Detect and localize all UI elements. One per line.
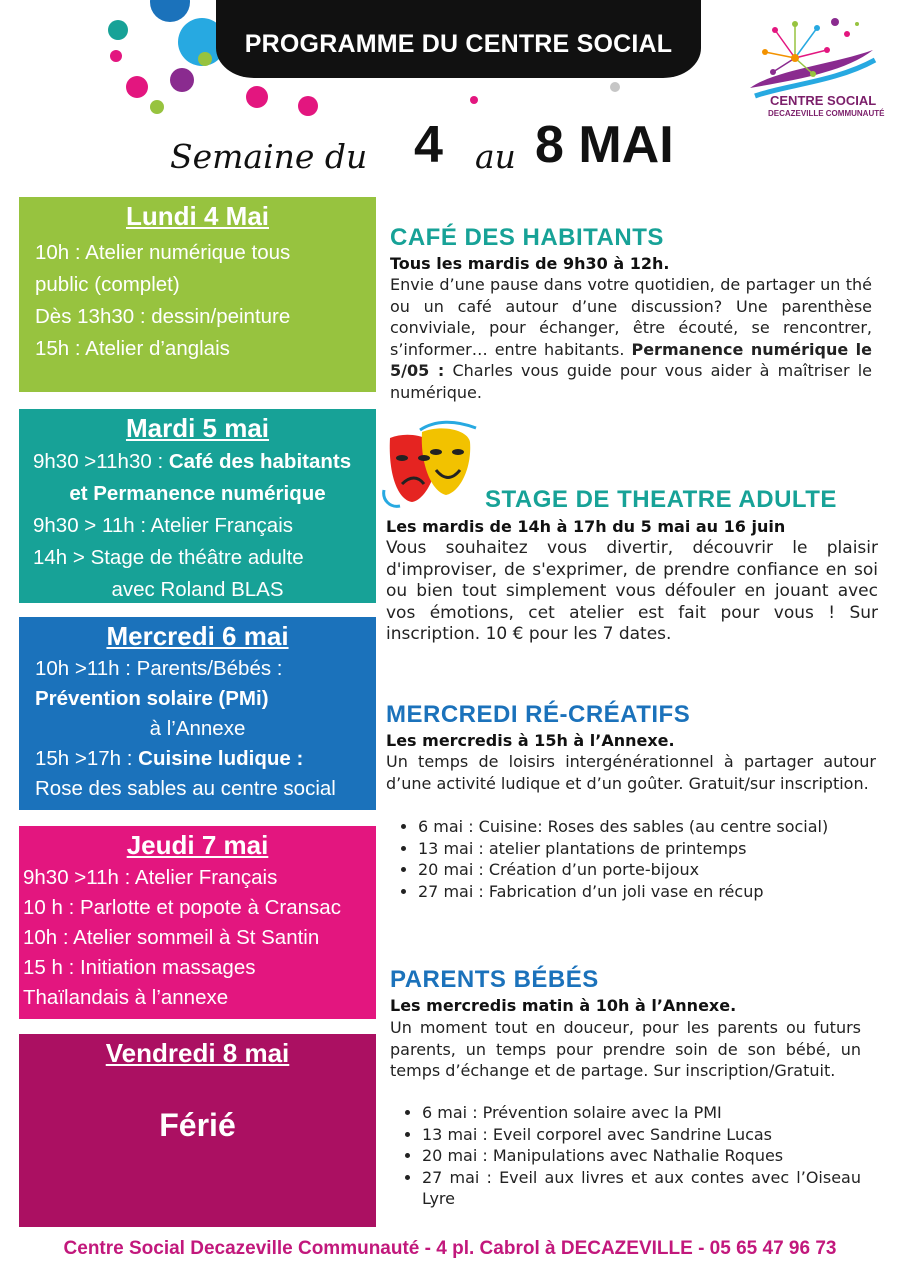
week-start-day: 4 xyxy=(414,116,443,174)
cafe-text: Envie d’une pause dans votre quotidien, de partager un thé ou un café autour d’une discussion? Une parenthèse conviviale, pour échanger, être écouté, se rencontrer, s’informer… entre habitants. xyxy=(390,275,872,359)
mercredi-schedule: Les mercredis à 15h à l’Annexe. xyxy=(386,731,675,750)
week-end-day: 8 MAI xyxy=(535,116,674,174)
list-item: • 6 mai : Cuisine: Roses des sables (au centre social) xyxy=(418,816,876,838)
day-line: avec Roland BLAS xyxy=(111,578,284,601)
logo-line-2: DECAZEVILLE COMMUNAUTÉ xyxy=(768,109,885,118)
list-item: • 27 mai : Eveil aux livres et aux contes avec l’Oiseau Lyre xyxy=(422,1167,861,1210)
cafe-permanence-label: Permanence numérique le 5/05 : xyxy=(390,339,873,380)
mercredi-list xyxy=(386,816,876,902)
week-heading xyxy=(170,115,730,185)
day-title: Mardi 5 mai xyxy=(125,413,270,443)
theatre-masks-icon xyxy=(380,420,480,515)
list-item: • 20 mai : Création d’un porte-bijoux xyxy=(418,859,876,881)
day-line: Dès 13h30 : dessin/peinture xyxy=(35,305,291,328)
day-line: Rose des sables au centre social xyxy=(35,777,336,800)
title-banner xyxy=(216,0,701,78)
week-prefix: Semaine du xyxy=(170,137,368,176)
list-item: • 13 mai : atelier plantations de printemps xyxy=(418,838,876,860)
mercredi-title: MERCREDI RÉ-CRÉATIFS xyxy=(386,701,691,728)
day-line-bold: Prévention solaire (PMi) xyxy=(35,687,269,710)
cafe-description xyxy=(390,274,872,403)
logo-line-1: CENTRE SOCIAL xyxy=(770,93,877,108)
day-line: Thaïlandais à l’annexe xyxy=(23,986,229,1009)
day-title: Lundi 4 Mai xyxy=(126,201,269,231)
day-line: 10h : Atelier sommeil à St Santin xyxy=(23,926,320,949)
day-line-bold: Cuisine ludique : xyxy=(138,747,304,770)
list-item: • 13 mai : Eveil corporel avec Sandrine Lucas xyxy=(422,1124,861,1146)
day-line: 10 h : Parlotte et popote à Cransac xyxy=(23,896,341,919)
day-line: 14h > Stage de théâtre adulte xyxy=(33,546,304,569)
day-line: 10h >11h : Parents/Bébés : xyxy=(35,657,283,680)
day-line: à l’Annexe xyxy=(149,717,246,740)
parents-schedule: Les mercredis matin à 10h à l’Annexe. xyxy=(390,996,737,1015)
day-box-wednesday xyxy=(19,617,376,810)
parents-description: Un moment tout en douceur, pour les parents ou futurs parents, un temps pour prendre soin de son bébé, un temps d’échange et de partage. Sur inscription/Gratuit. xyxy=(390,1018,861,1080)
day-line: 15h >17h : xyxy=(35,747,139,770)
day-line: 10h : Atelier numérique tous xyxy=(35,241,291,264)
day-line: 9h30 >11h : Atelier Français xyxy=(23,866,278,889)
theatre-title: STAGE DE THEATRE ADULTE xyxy=(485,486,837,513)
list-item: • 6 mai : Prévention solaire avec la PMI xyxy=(422,1102,861,1124)
cafe-permanence-text: Charles vous guide pour vous aider à maîtriser le numérique. xyxy=(390,361,872,402)
day-line: 9h30 >11h30 : xyxy=(33,450,169,473)
list-item: • 20 mai : Manipulations avec Nathalie Roques xyxy=(422,1145,861,1167)
cafe-schedule: Tous les mardis de 9h30 à 12h. xyxy=(390,254,670,273)
list-item: • 27 mai : Fabrication d’un joli vase en récup xyxy=(418,881,876,903)
theatre-description: Vous souhaitez vous divertir, découvrir le plaisir d'improviser, de s'exprimer, de prendre confiance en soi ou bien tout simplement vous défouler en jouant avec vos émotions, cet atelier est fait pour vous ! Sur inscription. 10 € pour les 7 dates. xyxy=(386,538,878,645)
footer-contact: Centre Social Decazeville Communauté - 4 pl. Cabrol à DECAZEVILLE - 05 65 47 96 73 xyxy=(63,1238,837,1259)
day-box-friday xyxy=(19,1034,376,1227)
day-line: 9h30 > 11h : Atelier Français xyxy=(33,514,294,537)
day-box-thursday xyxy=(19,826,376,1019)
mercredi-description: Un temps de loisirs intergénérationnel à partager autour d’une activité ludique et d’un goûter. Gratuit/sur inscription. xyxy=(386,752,876,793)
day-line: public (complet) xyxy=(35,273,180,296)
cafe-title: CAFÉ DES HABITANTS xyxy=(390,224,664,251)
week-mid-word: au xyxy=(475,137,516,176)
day-title: Vendredi 8 mai xyxy=(105,1038,290,1068)
day-line: 15 h : Initiation massages xyxy=(23,956,256,979)
day-box-monday xyxy=(19,197,376,392)
day-line-bold: Café des habitants xyxy=(168,450,352,473)
day-title: Jeudi 7 mai xyxy=(126,830,269,860)
day-title: Mercredi 6 mai xyxy=(106,621,289,651)
day-line: 15h : Atelier d’anglais xyxy=(35,337,230,360)
holiday-label: Férié xyxy=(159,1107,236,1143)
day-box-tuesday xyxy=(19,409,376,603)
day-line-bold: et Permanence numérique xyxy=(69,482,326,505)
page-title: PROGRAMME DU CENTRE SOCIAL xyxy=(244,30,673,58)
theatre-schedule: Les mardis de 14h à 17h du 5 mai au 16 juin xyxy=(386,517,786,536)
parents-title: PARENTS BÉBÉS xyxy=(390,966,599,993)
parents-list xyxy=(390,1102,861,1210)
